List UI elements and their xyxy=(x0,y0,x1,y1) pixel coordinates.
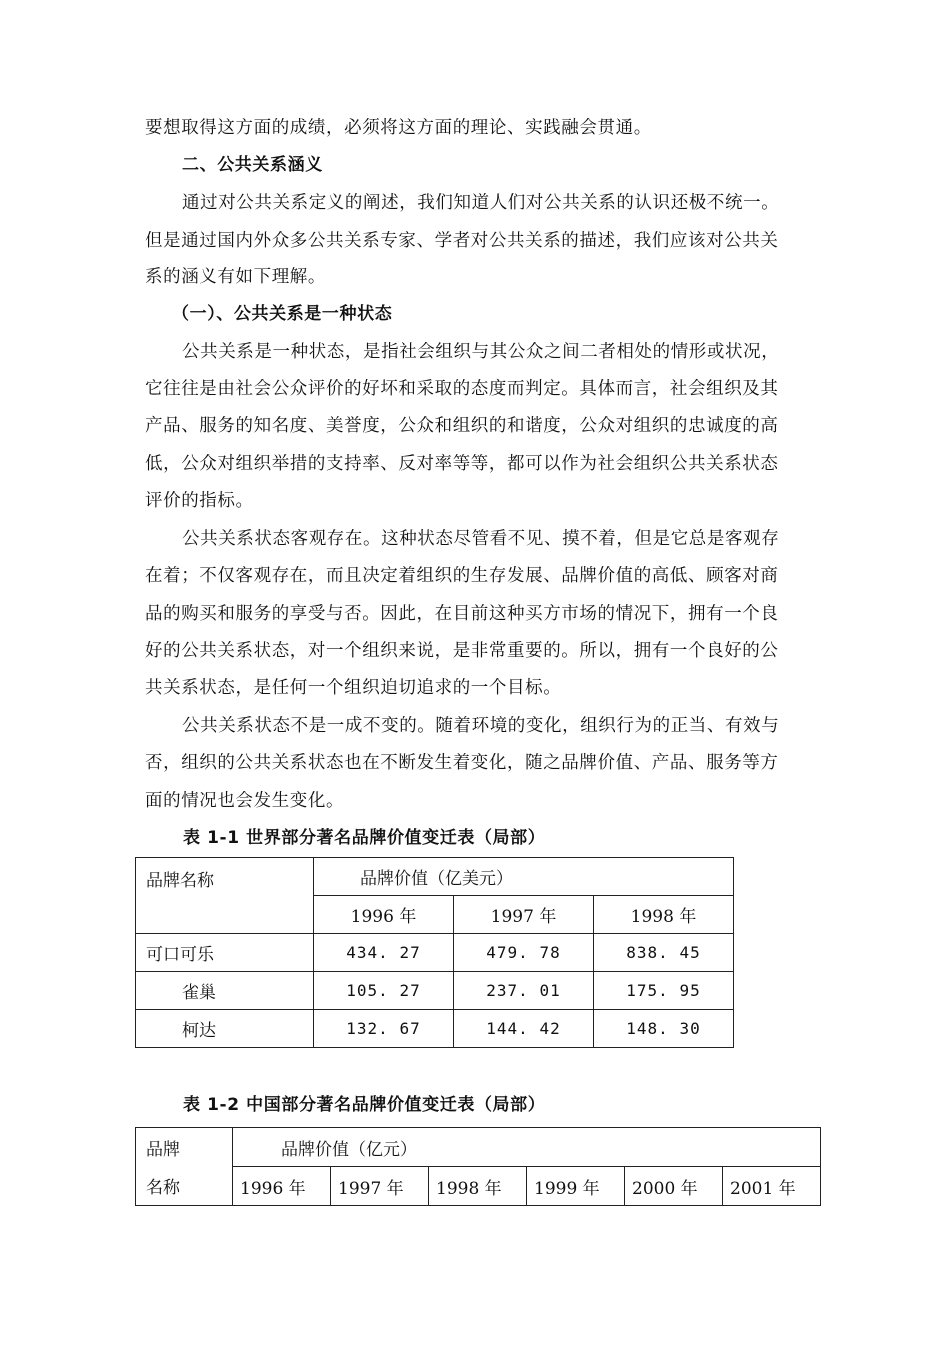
table2-header-brand-line1: 品牌 xyxy=(136,1128,233,1167)
value-cell: 237. 01 xyxy=(454,972,594,1010)
paragraph-line: 公共关系状态客观存在。这种状态尽管看不见、摸不着，但是它总是客观存 xyxy=(182,529,780,549)
paragraph-line: 通过对公共关系定义的阐述，我们知道人们对公共关系的认识还极不统一。 xyxy=(182,193,780,213)
table2 xyxy=(135,1127,821,1206)
table1-header-brand: 品牌名称 xyxy=(136,858,314,934)
table2-year: 1997 年 xyxy=(331,1167,429,1206)
paragraph-line: 评价的指标。 xyxy=(145,491,254,511)
table2-year: 1999 年 xyxy=(527,1167,625,1206)
table-row xyxy=(136,1010,734,1048)
brand-name: 柯达 xyxy=(136,1010,314,1048)
table2-caption: 表 1-2 中国部分著名品牌价值变迁表（局部） xyxy=(183,1095,546,1115)
table-row xyxy=(136,934,734,972)
paragraph-line: 面的情况也会发生变化。 xyxy=(145,791,345,811)
table1-header-value: 品牌价值（亿美元） xyxy=(314,858,734,896)
value-cell: 105. 27 xyxy=(314,972,454,1010)
value-cell: 132. 67 xyxy=(314,1010,454,1048)
value-cell: 144. 42 xyxy=(454,1010,594,1048)
table2-header-brand-line2: 名称 xyxy=(136,1167,233,1206)
brand-name: 雀巢 xyxy=(136,972,314,1010)
value-cell: 148. 30 xyxy=(594,1010,734,1048)
table1-year: 1996 年 xyxy=(314,896,454,934)
value-cell: 838. 45 xyxy=(594,934,734,972)
value-cell: 175. 95 xyxy=(594,972,734,1010)
table1-year: 1998 年 xyxy=(594,896,734,934)
paragraph-line: 公共关系是一种状态，是指社会组织与其公众之间二者相处的情形或状况， xyxy=(182,342,780,362)
paragraph-line: 但是通过国内外众多公共关系专家、学者对公共关系的描述，我们应该对公共关 xyxy=(145,231,779,251)
paragraph-line: 系的涵义有如下理解。 xyxy=(145,267,326,287)
table2-year: 2001 年 xyxy=(723,1167,821,1206)
paragraph-line: 产品、服务的知名度、美誉度，公众和组织的和谐度，公众对组织的忠诚度的高 xyxy=(145,416,779,436)
table2-year: 1998 年 xyxy=(429,1167,527,1206)
table1 xyxy=(135,857,734,1048)
subsection-heading: （一）、公共关系是一种状态 xyxy=(172,304,393,324)
paragraph-line: 公共关系状态不是一成不变的。随着环境的变化，组织行为的正当、有效与 xyxy=(182,716,780,736)
value-cell: 434. 27 xyxy=(314,934,454,972)
paragraph-line: 共关系状态，是任何一个组织迫切追求的一个目标。 xyxy=(145,678,562,698)
table1-year: 1997 年 xyxy=(454,896,594,934)
paragraph-line: 品的购买和服务的享受与否。因此，在目前这种买方市场的情况下，拥有一个良 xyxy=(145,604,779,624)
brand-name: 可口可乐 xyxy=(136,934,314,972)
paragraph-line: 否，组织的公共关系状态也在不断发生着变化，随之品牌价值、产品、服务等方 xyxy=(145,753,779,773)
table-row xyxy=(136,972,734,1010)
table2-year: 1996 年 xyxy=(233,1167,331,1206)
paragraph-line: 它往往是由社会公众评价的好坏和采取的态度而判定。具体而言，社会组织及其 xyxy=(145,379,779,399)
paragraph-line: 好的公共关系状态，对一个组织来说，是非常重要的。所以，拥有一个良好的公 xyxy=(145,641,779,661)
value-cell: 479. 78 xyxy=(454,934,594,972)
paragraph-line: 在着；不仅客观存在，而且决定着组织的生存发展、品牌价值的高低、顾客对商 xyxy=(145,566,779,586)
paragraph-line: 低，公众对组织举措的支持率、反对率等等，都可以作为社会组织公共关系状态 xyxy=(145,454,779,474)
table2-header-value: 品牌价值（亿元） xyxy=(233,1128,821,1167)
table1-caption: 表 1-1 世界部分著名品牌价值变迁表（局部） xyxy=(183,828,546,848)
section-heading: 二、公共关系涵义 xyxy=(182,155,323,175)
paragraph-line: 要想取得这方面的成绩，必须将这方面的理论、实践融会贯通。 xyxy=(145,118,652,138)
table2-year: 2000 年 xyxy=(625,1167,723,1206)
